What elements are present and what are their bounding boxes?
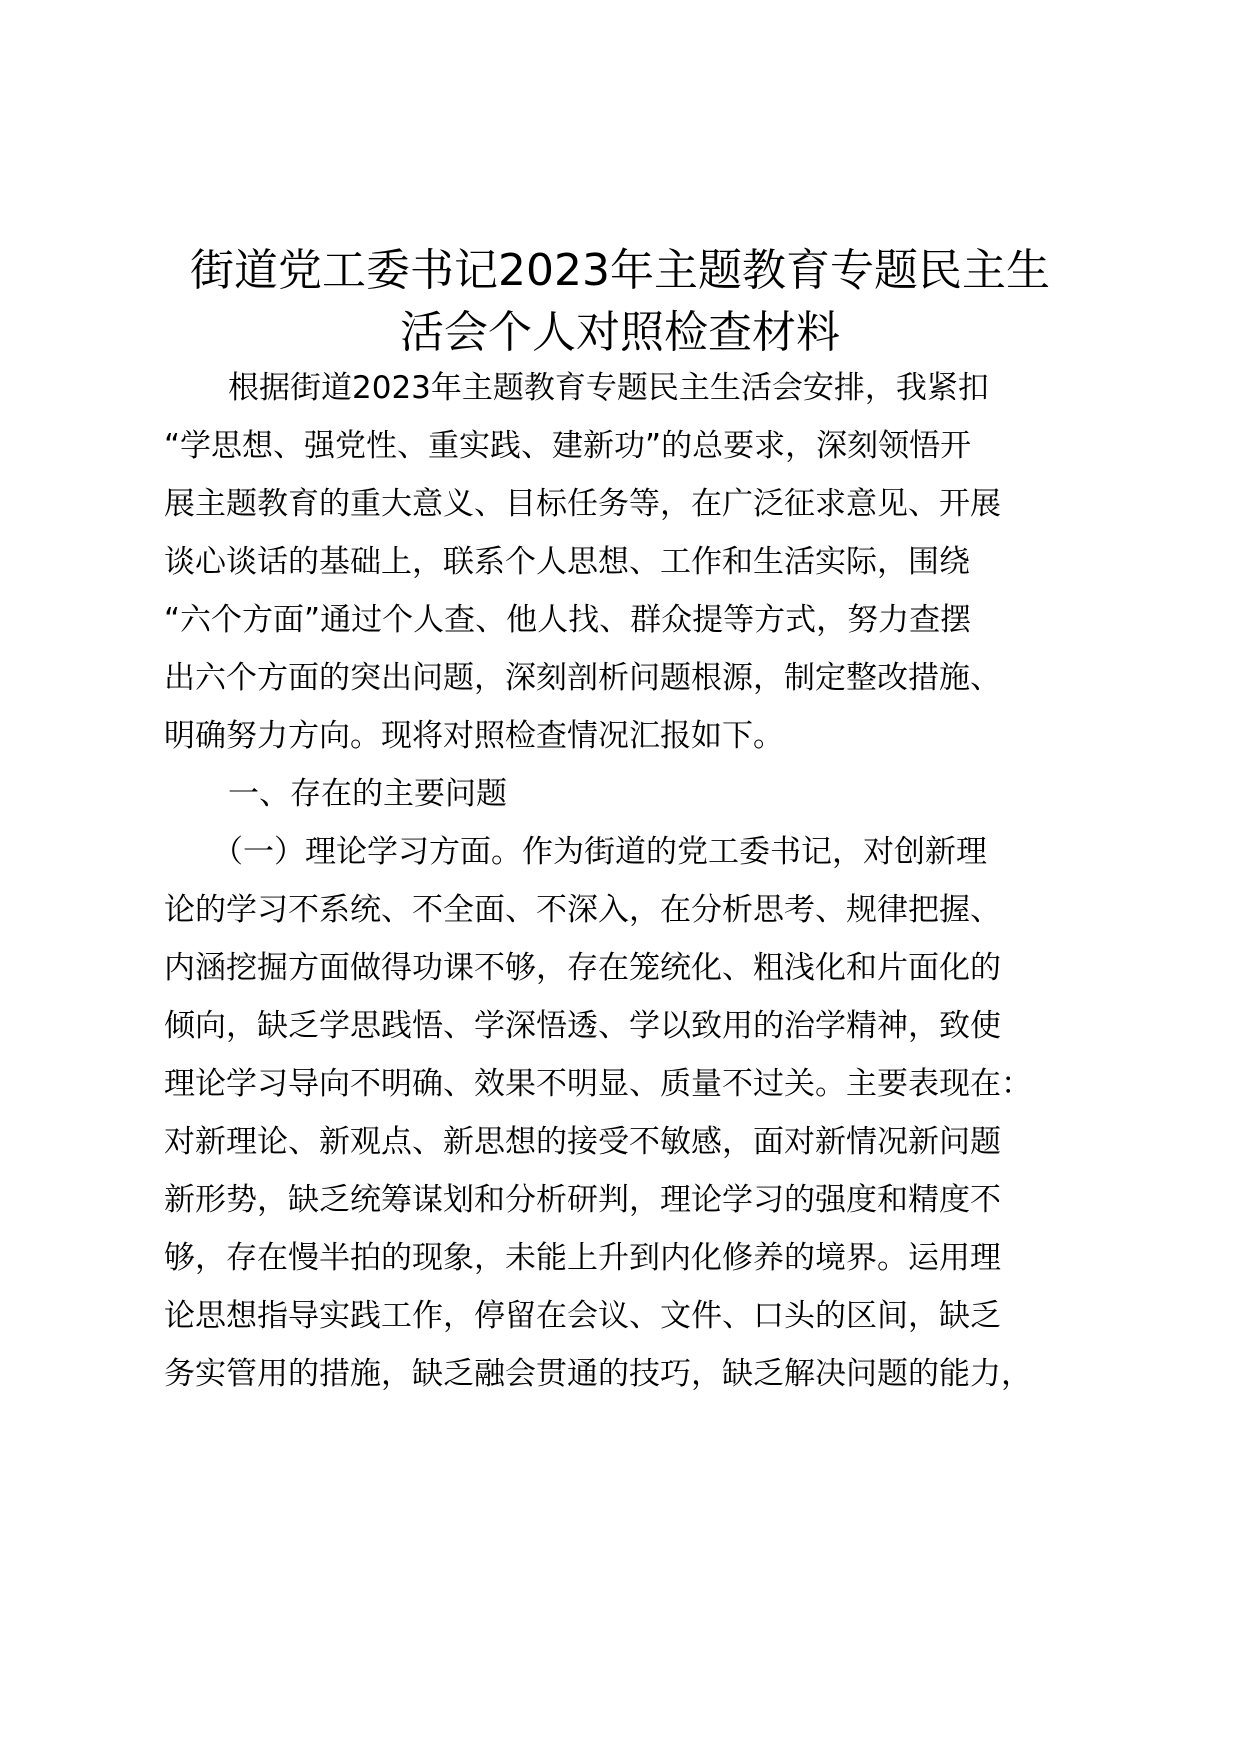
body-line: 出六个方面的突出问题，深刻剖析问题根源，制定整改措施、: [164, 660, 1001, 696]
body-line: “学思想、强党性、重实践、建新功”的总要求，深刻领悟开: [164, 428, 972, 464]
body-line: 展主题教育的重大意义、目标任务等，在广泛征求意见、开展: [164, 486, 1001, 522]
body-line: 理论学习导向不明确、效果不明显、质量不过关。主要表现在：: [164, 1066, 1032, 1102]
body-line: 谈心谈话的基础上，联系个人思想、工作和生活实际，围绕: [164, 544, 970, 580]
body-line: “六个方面”通过个人查、他人找、群众提等方式，努力查摆: [164, 602, 972, 638]
document-title: [150, 240, 1090, 364]
body-line: 务实管用的措施，缺乏融会贯通的技巧，缺乏解决问题的能力，: [164, 1356, 1032, 1392]
body-line: 根据街道2023年主题教育专题民主生活会安排，我紧扣: [228, 370, 989, 406]
body-line: （一）理论学习方面。作为街道的党工委书记，对创新理: [212, 834, 987, 870]
body-line: 新形势，缺乏统筹谋划和分析研判，理论学习的强度和精度不: [164, 1182, 1001, 1218]
title-line-1: 街道党工委书记2023年主题教育专题民主生: [190, 245, 1050, 296]
body-line: 够，存在慢半拍的现象，未能上升到内化修养的境界。运用理: [164, 1240, 1001, 1276]
section-heading: 一、存在的主要问题: [228, 776, 507, 812]
body-line: 内涵挖掘方面做得功课不够，存在笼统化、粗浅化和片面化的: [164, 950, 1001, 986]
body-line: 论思想指导实践工作，停留在会议、文件、口头的区间，缺乏: [164, 1298, 1001, 1334]
body-line: 对新理论、新观点、新思想的接受不敏感，面对新情况新问题: [164, 1124, 1001, 1160]
body-line: 论的学习不系统、不全面、不深入，在分析思考、规律把握、: [164, 892, 1001, 928]
title-line-2: 活会个人对照检查材料: [400, 307, 840, 358]
body-line: 倾向，缺乏学思践悟、学深悟透、学以致用的治学精神，致使: [164, 1008, 1001, 1044]
body-line: 明确努力方向。现将对照检查情况汇报如下。: [164, 718, 784, 754]
